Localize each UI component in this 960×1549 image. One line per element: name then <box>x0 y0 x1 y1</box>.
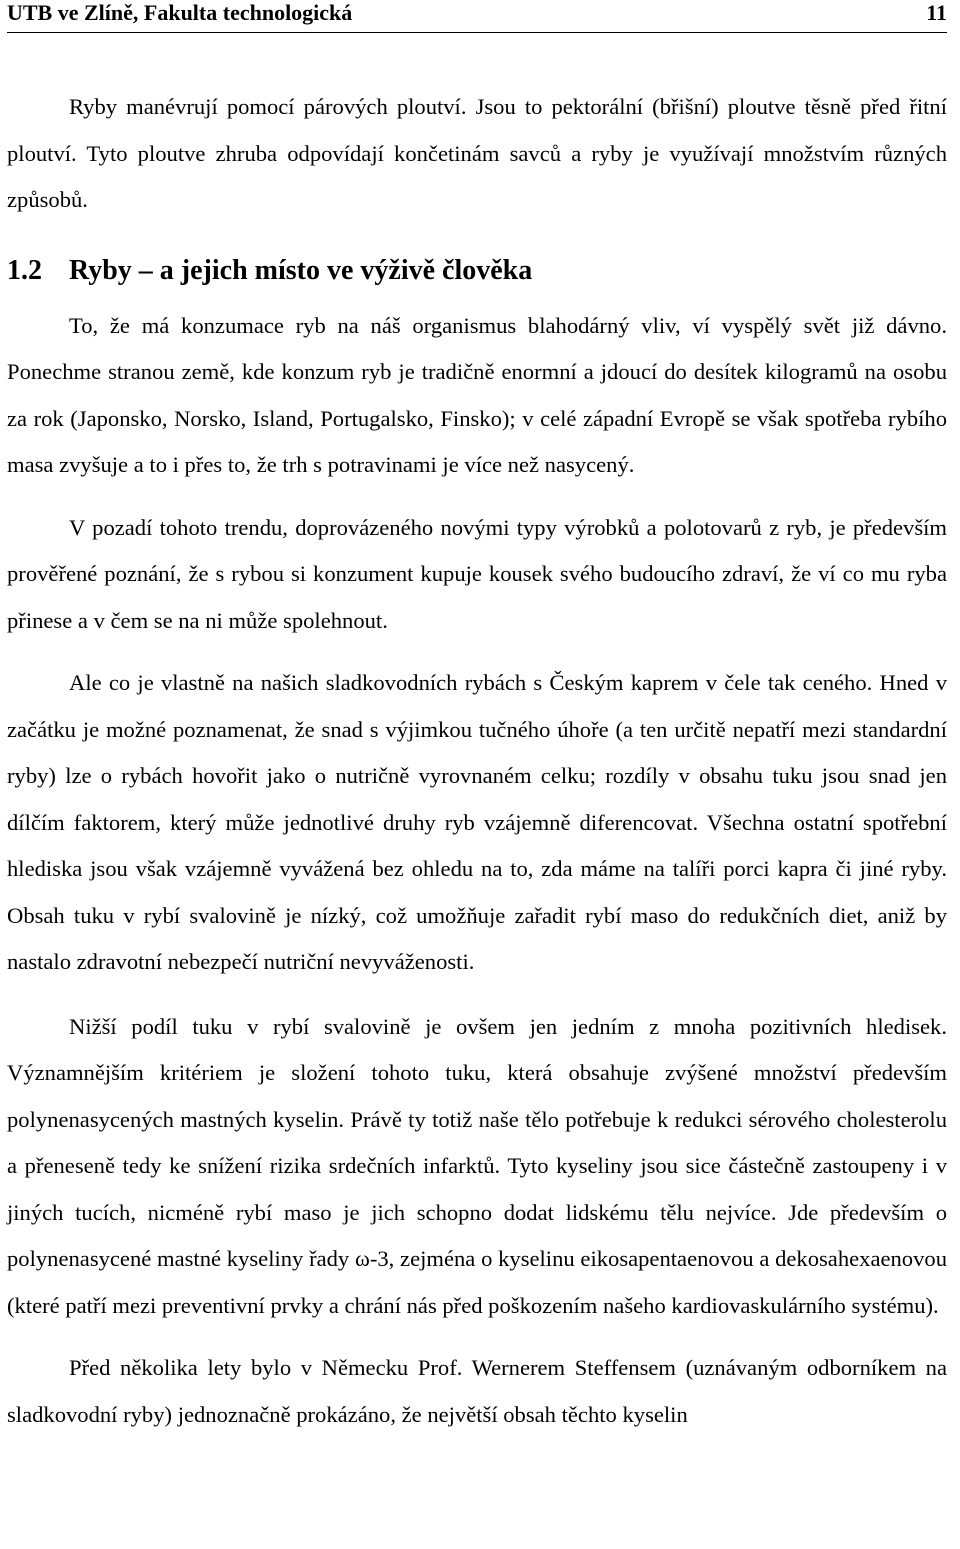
paragraph-trend: V pozadí tohoto trendu, doprovázeného novými typy výrobků a polotovarů z ryb, je především prověřené poznání, že s rybou si konzument kupuje kousek svého budoucího zdraví, že ví co mu ryba přinese a v čem se na ni může spolehnout. <box>7 514 947 633</box>
section-number: 1.2 <box>7 254 42 286</box>
section-heading <box>7 251 947 291</box>
paragraph-fins: Ryby manévrují pomocí párových ploutví. Jsou to pektorální (břišní) ploutve těsně před řitní ploutví. Tyto ploutve zhruba odpovídají končetinám savců a ryby je využívají množstvím různých způsobů. <box>7 94 947 212</box>
paragraph-consumption: To, že má konzumace ryb na náš organismus blahodárný vliv, ví vyspělý svět již dávno. Ponechme stranou země, kde konzum ryb je tradičně enormní a jdoucí do desítek kilogramů na osobu za rok (Japonsko, Norsko, Island, Portugalsko, Finsko); v celé západní Evropě se však spotřeba rybího masa zvyšuje a to i přes to, že trh s potravinami je více než nasycený. <box>7 312 947 477</box>
paragraph-steffens: Před několika lety bylo v Německu Prof. Wernerem Steffensem (uznávaným odborníkem na sladkovodní ryby) jednoznačně prokázáno, že největší obsah těchto kyselin <box>7 1355 947 1427</box>
page-header <box>7 0 947 33</box>
header-title: UTB ve Zlíně, Fakulta technologická <box>7 0 353 25</box>
paragraph-fat: Nižší podíl tuku v rybí svalovině je ovšem jen jedním z mnoha pozitivních hledisek. Významnějším kritériem je složení tohoto tuku, která obsahuje zvýšené množství především polynenasycených mastných kyselin. Právě ty totiž naše tělo potřebuje k redukci sérového cholesterolu a přeneseně tedy ke snížení rizika srdečních infarktů. Tyto kyseliny jsou sice částečně zastoupeny i v jiných tucích, nicméně rybí maso je jich schopno dodat lidskému tělu nejvíce. Jde především o polynenasycené mastné kyseliny řady ω-3, zejména o kyselinu eikosapentaenovou a dekosahexaenovou (které patří mezi preventivní prvky a chrání nás před poškozením našeho kardiovaskulárního systému). <box>7 1013 947 1318</box>
paragraph-carp: Ale co je vlastně na našich sladkovodních rybách s Českým kaprem v čele tak ceného. Hned v začátku je možné poznamenat, že snad s výjimkou tučného úhoře (a ten určitě nepatří mezi standardní ryby) lze o rybách hovořit jako o nutričně vyrovnaném celku; rozdíly v obsahu tuku jsou snad jen dílčím faktorem, který může jednotlivé druhy ryb vzájemně diferencovat. Všechna ostatní spotřební hlediska jsou však vzájemně vyvážená bez ohledu na to, zda máme na talíři porci kapra či jiné ryby. Obsah tuku v rybí svalovině je nízký, což umožňuje zařadit rybí maso do redukčních diet, aniž by nastalo zdravotní nebezpečí nutriční nevyváženosti. <box>7 670 947 974</box>
section-title: Ryby – a jejich místo ve výživě člověka <box>69 254 533 286</box>
page-number: 11 <box>926 0 947 25</box>
document-page <box>7 0 947 1438</box>
